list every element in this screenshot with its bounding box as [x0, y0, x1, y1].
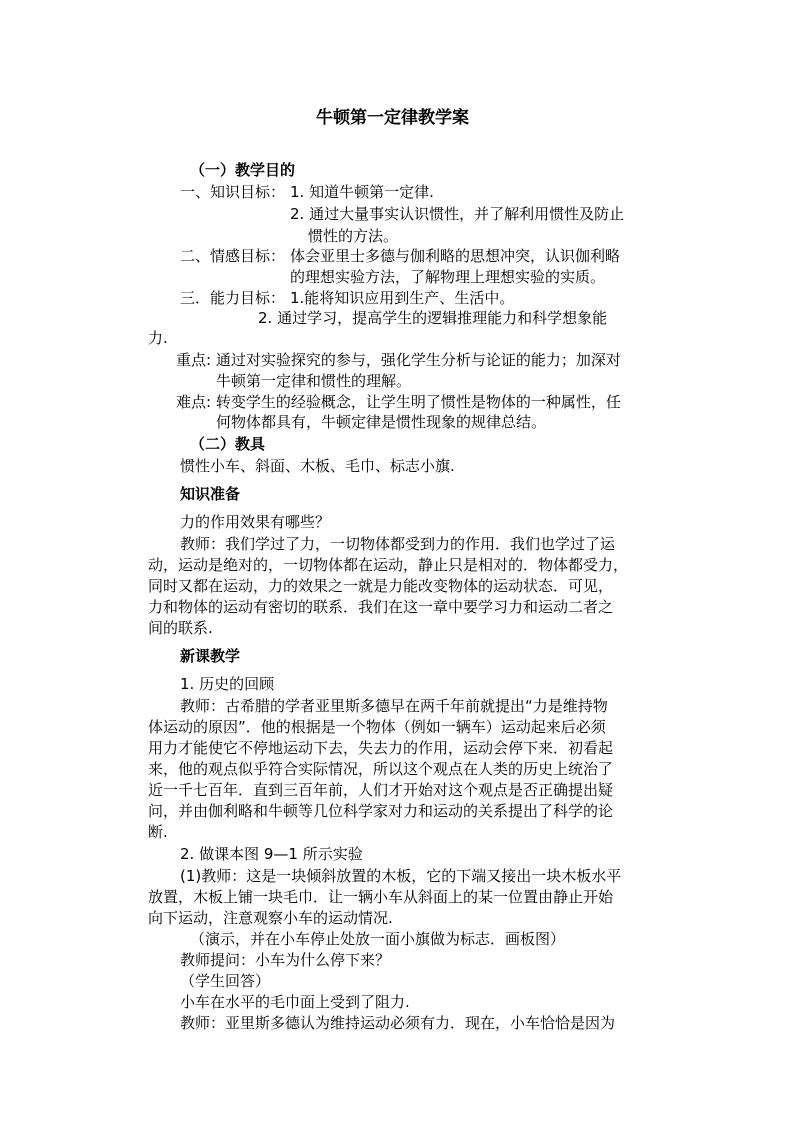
objectives-heading: （一）教学目的: [190, 161, 296, 179]
prep-question: 力的作用效果有哪些？: [180, 513, 331, 531]
knowledge-item-1: 1. 知道牛顿第一定律.: [290, 183, 434, 201]
student-answer-note: （学生回答）: [180, 972, 271, 990]
section-1-title: 1. 历史的回顾: [180, 675, 275, 693]
difficulty-point: 难点: 转变学生的经验概念，让学生明了惯性是物体的一种属性，任: [176, 393, 621, 411]
section-1-line: 近一千七百年．直到三百年前，人们才开始对这个观点是否正确提出疑: [148, 781, 614, 799]
difficulty-point-cont: 何物体都具有，牛顿定律是惯性现象的规律总结。: [216, 413, 547, 431]
ability-label: 三．能力目标：: [180, 289, 286, 307]
emotion-label: 二、情感目标：: [180, 247, 286, 265]
section-2-title: 2. 做课本图 9—1 所示实验: [180, 845, 363, 863]
prep-paragraph-line: 同时又都在运动，力的效果之一就是力能改变物体的运动状态．可见，: [148, 577, 614, 595]
prep-heading: 知识准备: [180, 485, 241, 503]
knowledge-item-2-cont: 惯性的方法。: [308, 227, 399, 245]
section-2-line: 向下运动，注意观察小车的运动情况.: [148, 909, 393, 927]
section-1-line: 来，他的观点似乎符合实际情况，所以这个观点在人类的历史上统治了: [148, 760, 614, 778]
ability-item-1: 1.能将知识应用到生产、生活中。: [290, 289, 515, 307]
section-1-line: 问，并由伽利略和牛顿等几位科学家对力和运动的关系提出了科学的论: [148, 802, 614, 820]
section-2-line: 放置，木板上铺一块毛巾．让一辆小车从斜面上的某一位置由静止开始: [148, 888, 614, 906]
knowledge-item-2: 2. 通过大量事实认识惯性，并了解利用惯性及防止: [290, 205, 625, 223]
emotion-text-cont: 的理想实验方法，了解物理上理想实验的实质。: [290, 268, 606, 286]
teacher-question: 教师提问：小车为什么停下来？: [180, 951, 391, 969]
key-point-cont: 牛顿第一定律和惯性的理解。: [216, 372, 412, 390]
ability-item-2: 2. 通过学习，提高学生的逻辑推理能力和科学想象能: [258, 309, 608, 327]
prep-paragraph-line: 教师：我们学过了力，一切物体都受到力的作用．我们也学过了运: [180, 535, 616, 553]
page-title: 牛顿第一定律教学案: [316, 108, 469, 128]
section-1-line: 教师：古希腊的学者亚里斯多德早在两千年前就提出“力是维持物: [180, 697, 608, 715]
prep-paragraph-line: 力和物体的运动有密切的联系．我们在这一章中要学习力和运动二者之: [148, 598, 614, 616]
key-point: 重点: 通过对实验探究的参与，强化学生分析与论证的能力；加深对: [176, 351, 621, 369]
section-2-line: (1)教师：这是一块倾斜放置的木板，它的下端又接出一块木板水平: [180, 867, 622, 885]
tools-list: 惯性小车、斜面、木板、毛巾、标志小旗.: [180, 457, 455, 475]
student-answer: 小车在水平的毛巾面上受到了阻力.: [180, 993, 410, 1011]
demo-note: （演示，并在小车停止处放一面小旗做为标志．画板图）: [190, 930, 566, 948]
teacher-explanation: 教师：亚里斯多德认为维持运动必须有力．现在，小车恰恰是因为: [180, 1014, 616, 1032]
tools-heading: （二）教具: [190, 435, 266, 453]
prep-paragraph-line: 动，运动是绝对的，一切物体都在运动，静止只是相对的．物体都受力，: [148, 556, 629, 574]
prep-paragraph-line: 间的联系.: [148, 619, 213, 637]
section-1-line: 用力才能使它不停地运动下去，失去力的作用，运动会停下来．初看起: [148, 739, 614, 757]
section-1-line: 体运动的原因”．他的根据是一个物体（例如一辆车）运动起来后必须: [148, 718, 606, 736]
lesson-heading: 新课教学: [180, 647, 241, 665]
ability-item-2-cont: 力.: [148, 329, 168, 347]
section-1-line: 断.: [148, 823, 168, 841]
knowledge-label: 一、知识目标：: [180, 183, 286, 201]
emotion-text: 体会亚里士多德与伽利略的思想冲突，认识伽利略: [290, 247, 621, 265]
